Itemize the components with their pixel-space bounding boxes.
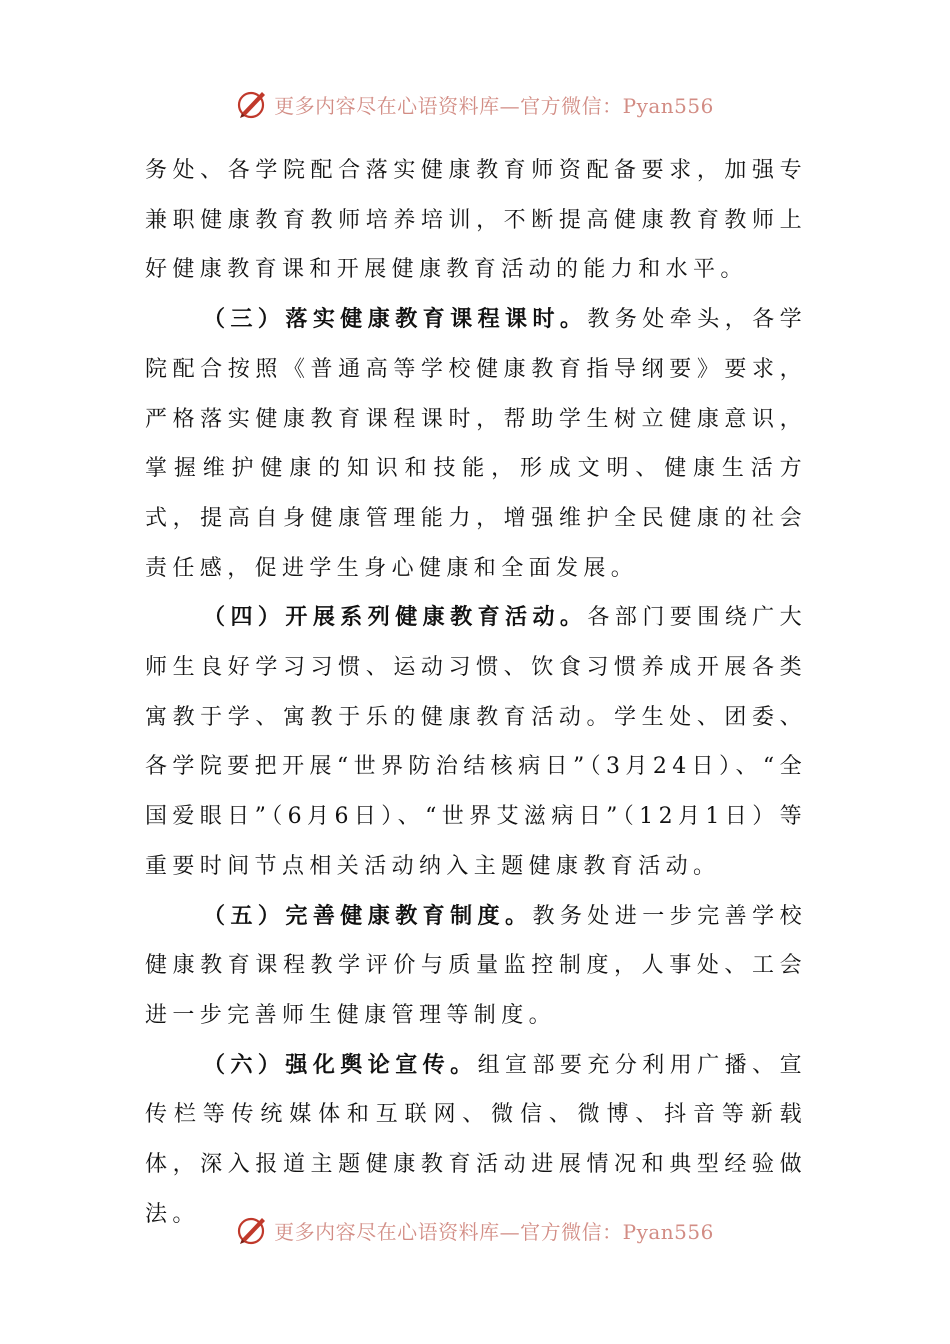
- footer-watermark: [0, 1210, 950, 1250]
- paragraph-continued: [145, 146, 807, 295]
- paragraph-text: 教务处牵头，各学院配合按照《普通高等学校健康教育指导纲要》要求，严格落实健康教育课程课时，帮助学生树立健康意识，掌握维护健康的知识和技能，形成文明、健康生活方式，提高自身健康管理能力，增强维护全民健康的社会责任感，促进学生身心健康和全面发展。: [145, 307, 808, 581]
- paragraph-section-4: [145, 593, 807, 891]
- section-heading: （五）完善健康教育制度。: [203, 902, 533, 929]
- paragraph-section-3: [145, 295, 807, 593]
- section-heading: （四）开展系列健康教育活动。: [203, 604, 588, 631]
- pen-logo-icon: [236, 87, 270, 121]
- paragraph-text: 组宣部要充分利用广播、宣传栏等传统媒体和互联网、微信、微博、抖音等新载体，深入报道主题健康教育活动进展情况和典型经验做法。: [145, 1052, 807, 1227]
- pen-logo-icon: [236, 1213, 270, 1247]
- section-heading: （六）强化舆论宣传。: [203, 1051, 478, 1078]
- document-body: [145, 146, 807, 1239]
- footer-watermark-text: 更多内容尽在心语资料库—官方微信：Pyan556: [274, 1219, 714, 1244]
- paragraph-text: 务处、各学院配合落实健康教育师资配备要求，加强专兼职健康教育教师培养培训，不断提高健康教育教师上好健康教育课和开展健康教育活动的能力和水平。: [145, 158, 807, 283]
- paragraph-section-5: [145, 892, 807, 1041]
- header-watermark: [0, 84, 950, 124]
- section-heading: （三）落实健康教育课程课时。: [203, 306, 588, 333]
- header-watermark-text: 更多内容尽在心语资料库—官方微信：Pyan556: [274, 93, 714, 118]
- paragraph-text: 各部门要围绕广大师生良好学习习惯、运动习惯、饮食习惯养成开展各类寓教于学、寓教于乐的健康教育活动。学生处、团委、各学院要把开展“世界防治结核病日”（3月24日）、“全国爱眼日”（6月6日）、“世界艾滋病日”（12月1日）等重要时间节点相关活动纳入主题健康教育活动。: [145, 605, 808, 879]
- paragraph-text: 教务处进一步完善学校健康教育课程教学评价与质量监控制度，人事处、工会进一步完善师生健康管理等制度。: [145, 903, 807, 1028]
